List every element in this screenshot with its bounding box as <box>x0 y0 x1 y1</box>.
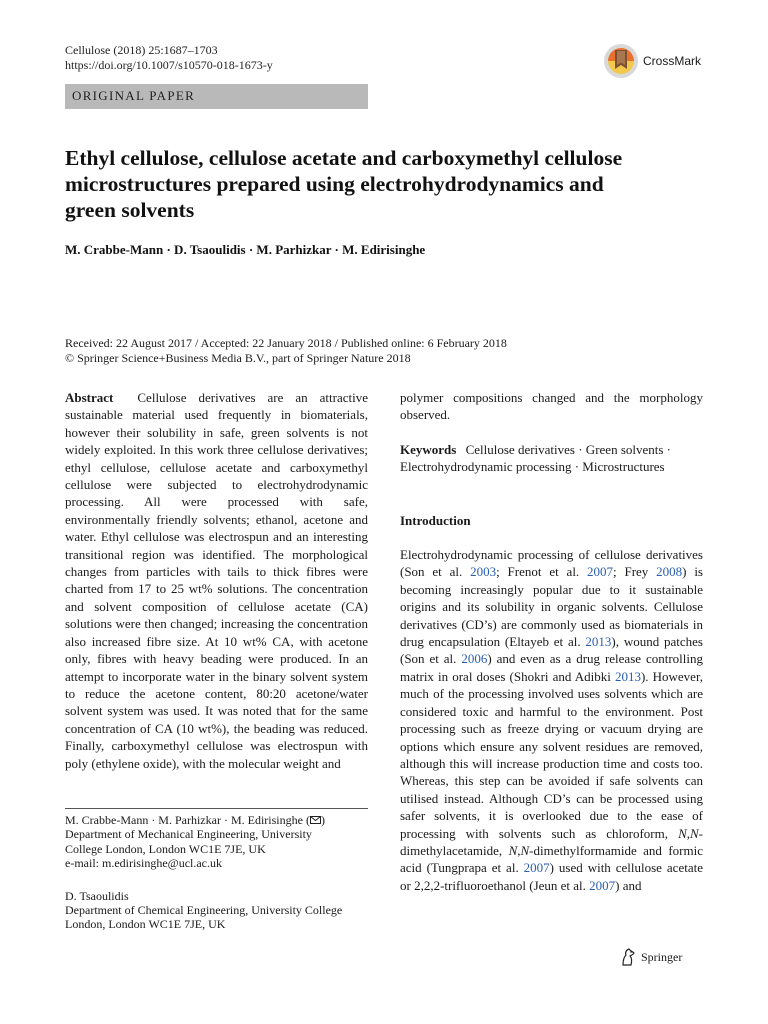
text-run: ) used with cellulose acetate or 2,2,2-trifluoroethanol (Jeun et al. <box>400 860 703 893</box>
keywords-heading: Keywords <box>400 441 457 457</box>
publisher-name: Springer <box>641 950 683 964</box>
paper-type-banner: ORIGINAL PAPER <box>65 84 368 109</box>
introduction-heading: Introduction <box>400 512 471 528</box>
citation-link[interactable]: 2008 <box>656 564 683 580</box>
affiliation-1-names: M. Crabbe-Mann · M. Parhizkar · M. Edirisinghe ( <box>65 813 310 827</box>
footnote-divider <box>65 808 368 809</box>
italic-run: N <box>678 825 687 841</box>
citation-link[interactable]: 2013 <box>614 668 641 684</box>
publication-dates <box>65 336 507 366</box>
citation-link[interactable]: 2006 <box>461 651 488 667</box>
text-run: ) and even as a drug release controlling matrix in oral doses (Shokri and Adibki <box>400 651 703 684</box>
citation-link[interactable]: 2007 <box>587 564 614 580</box>
affiliations <box>65 813 368 932</box>
envelope-icon <box>310 816 321 824</box>
italic-run: N <box>689 825 699 841</box>
italic-run: N <box>520 842 530 858</box>
introduction-paragraph <box>400 546 703 894</box>
springer-horse-icon <box>620 948 636 966</box>
affiliation-2-name: D. Tsaoulidis <box>65 888 129 903</box>
text-run: ; Frenot et al. <box>496 564 588 580</box>
text-run: Electrohydrodynamic processing of cellulose derivatives (Son et al. <box>400 547 703 580</box>
keywords-line-2: Electrohydrodynamic processing · Microstructures <box>400 459 665 475</box>
keywords <box>400 441 703 476</box>
doi-link[interactable]: https://doi.org/10.1007/s10570-018-1673-y <box>65 58 273 72</box>
affiliation-2-dept: Department of Chemical Engineering, University College <box>65 903 343 918</box>
affiliation-1-address: College London, London WC1E 7JE, UK <box>65 841 266 856</box>
citation-link[interactable]: 2007 <box>589 877 616 893</box>
affiliation-1-dept: Department of Mechanical Engineering, University <box>65 827 312 842</box>
text-run: ), wound patches (Son et al. <box>400 634 703 667</box>
text-run: ; Frey <box>613 564 657 580</box>
right-column <box>400 389 703 894</box>
corresponding-email[interactable]: e-mail: m.edirisinghe@ucl.ac.uk <box>65 856 223 871</box>
text-run: -dimethylacetamide, <box>400 825 703 858</box>
italic-run: N <box>508 842 518 858</box>
copyright-line: © Springer Science+Business Media B.V., part of Springer Nature 2018 <box>65 351 411 365</box>
text-run: , <box>686 825 690 841</box>
abstract-column <box>65 389 368 772</box>
abstract <box>65 389 368 772</box>
text-run: ). However, much of the processing involved uses solvents which are considered toxic and harmful to the environment. Post processing such as freeze drying or vacuum drying are options which ensure any solvent residues are removed, although this will increase production time and costs too. Whereas, this step can be avoided if safe solvents can utilised instead. Although CD’s can be processed using safer solvents, it is overlooked due to the ease of processing with solvents such as chloroform, <box>400 668 703 841</box>
text-run: , <box>517 842 521 858</box>
crossmark-label: CrossMark <box>643 54 702 68</box>
crossmark-icon <box>603 42 639 80</box>
journal-citation: Cellulose (2018) 25:1687–1703 <box>65 43 218 57</box>
crossmark-badge[interactable] <box>603 42 743 82</box>
abstract-continuation: polymer compositions changed and the morphology observed. <box>400 390 703 423</box>
author-list: M. Crabbe-Mann · D. Tsaoulidis · M. Parhizkar · M. Edirisinghe <box>65 242 426 257</box>
citation-link[interactable]: 2013 <box>585 634 612 650</box>
dates-line: Received: 22 August 2017 / Accepted: 22 January 2018 / Published online: 6 February 2018 <box>65 336 507 350</box>
paper-title: Ethyl cellulose, cellulose acetate and carboxymethyl cellulose microstructures prepared using electrohydrodynamics and green solvents <box>65 146 623 222</box>
text-run: ) and <box>615 877 642 893</box>
affiliation-1-names-end: ) <box>320 813 325 827</box>
abstract-text: Cellulose derivatives are an attractive sustainable material used frequently in biomaterials, however their solubility in safe, green solvents is not widely exploited. In this work three cellulose derivatives; ethyl cellulose, cellulose acetate and carboxymethyl cellulose were subjected to electrohydrodynamic processing. All were processed with safe, environmentally friendly solvents; ethanol, acetone and water. Ethyl cellulose was electrospun and an interesting transitional region was identified. The morphological changes from particles with tails to thick fibres were charted from 17 to 25 wt% solutions. The concentration and solvent composition of cellulose acetate (CA) solutions were then changed; increasing the concentration also increased fibre size. At 10 wt% CA, with acetone only, fibres with heavy beading were produced. In an attempt to incorporate water in the binary solvent system to reduce the acetone content, 80:20 acetone/water solvent system was used. It was noted that for the same concentration of CA (10 wt%), the beading was reduced. Finally, carboxymethyl cellulose was electrospun with poly (ethylene oxide), with the molecular weight and <box>65 390 369 771</box>
text-run: -dimethylformamide and formic acid (Tungprapa et al. <box>400 842 703 876</box>
affiliation-2-address: London, London WC1E 7JE, UK <box>65 917 226 932</box>
citation-link[interactable]: 2007 <box>523 860 550 876</box>
text-run: ) is becoming increasingly popular due to it sustainable origins and its solubility in organic solvents. Cellulose derivatives (CD’s) are commonly used as biomaterials in drug encapsulation (Eltayeb et al. <box>400 564 703 650</box>
abstract-heading: Abstract <box>65 390 114 405</box>
keywords-line-1: Cellulose derivatives · Green solvents · <box>465 441 672 457</box>
citation-link[interactable]: 2003 <box>470 564 497 580</box>
publisher-logo <box>620 948 730 968</box>
